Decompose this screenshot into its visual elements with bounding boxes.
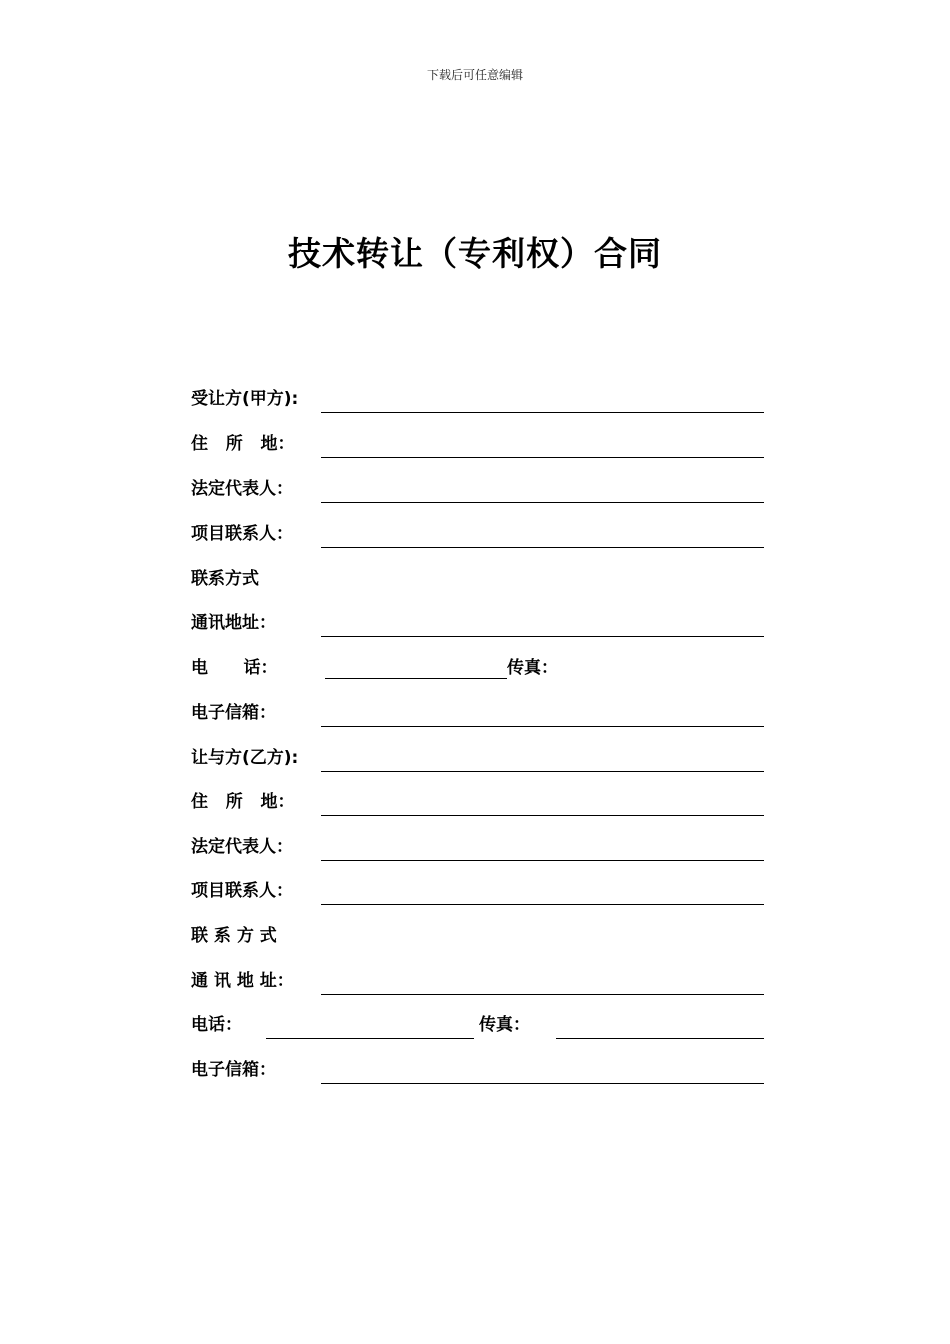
party-b-mail-address-input-line[interactable]: [321, 994, 764, 995]
party-a-name-label: 受让方(甲方):: [191, 389, 299, 409]
party-a-email-input-line[interactable]: [321, 726, 764, 727]
party-a-address-input-line[interactable]: [321, 457, 764, 458]
party-a-mail-address-label: 通讯地址：: [191, 613, 276, 633]
party-b-address-label: 住 所 地：: [191, 792, 295, 812]
party-a-contact-input-line[interactable]: [321, 547, 764, 548]
party-a-rep-input-line[interactable]: [321, 502, 764, 503]
party-a-rep-label: 法定代表人：: [191, 479, 293, 499]
party-b-contact-label: 项目联系人：: [191, 881, 293, 901]
party-b-rep-label: 法定代表人：: [191, 837, 293, 857]
party-b-contact-method-label: 联 系 方 式: [191, 926, 277, 946]
party-b-phone-label: 电话：: [191, 1015, 242, 1035]
party-b-phone-input-line[interactable]: [266, 1038, 474, 1039]
party-a-mail-address-input-line[interactable]: [321, 636, 764, 637]
header-note: 下载后可任意编辑: [426, 68, 523, 82]
party-a-contact-method-label: 联系方式: [191, 569, 259, 589]
party-a-address-label: 住 所 地：: [191, 434, 295, 454]
party-b-name-input-line[interactable]: [321, 771, 764, 772]
party-b-contact-input-line[interactable]: [321, 904, 764, 905]
party-a-phone-input-line[interactable]: [325, 678, 507, 679]
party-b-address-input-line[interactable]: [321, 815, 764, 816]
document-title: 技术转让（专利权）合同: [288, 234, 662, 273]
party-b-fax-label: 传真：: [479, 1015, 530, 1035]
party-b-rep-input-line[interactable]: [321, 860, 764, 861]
party-b-name-label: 让与方(乙方):: [191, 748, 299, 768]
party-a-name-input-line[interactable]: [321, 412, 764, 413]
party-b-fax-input-line[interactable]: [556, 1038, 764, 1039]
party-b-mail-address-label: 通 讯 地 址：: [191, 971, 294, 991]
party-a-fax-label: 传真：: [507, 658, 558, 678]
party-a-phone-label: 电 话：: [191, 658, 278, 678]
party-b-email-label: 电子信箱：: [191, 1060, 276, 1080]
party-a-contact-label: 项目联系人：: [191, 524, 293, 544]
party-a-email-label: 电子信箱：: [191, 703, 276, 723]
party-b-email-input-line[interactable]: [321, 1083, 764, 1084]
